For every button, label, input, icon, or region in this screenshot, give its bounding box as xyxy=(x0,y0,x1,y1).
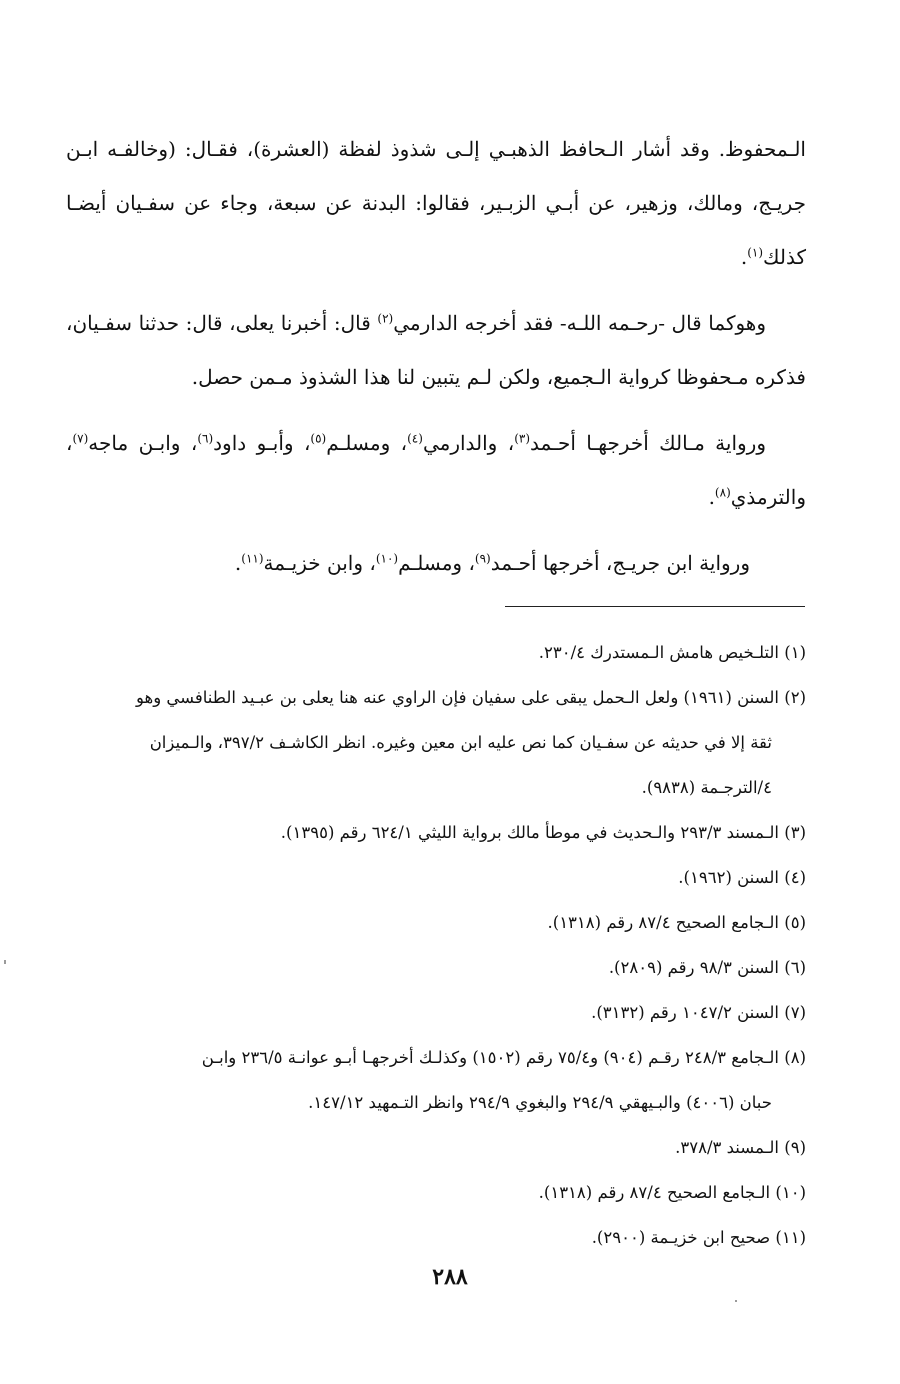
paragraph-1: الـمحفوظ. وقد أشار الـحافظ الذهبـي إلـى شذوذ لفظة (العشرة)، فقـال: (وخالفـه ابـن جريـج، ومالك، وزهير، عن أبـي الزبـير، فقالوا: البدنة عن سبعة، وجاء عن سفـيان أيضـا كذلك$^{(١)}$. xyxy=(66,137,806,269)
scan-speck xyxy=(4,960,6,964)
footnote-ref-2[interactable]: (٢) xyxy=(377,311,394,326)
footnote-2: (٢) السنن (١٩٦١) ولعل الـحمل يبقى على سفيان فإن الراوي عنه هنا يعلى بن عبـيد الطنافسي وهو ثقة إلا في حديثه عن سفـيان كما نص عليه ابن معين وغيره. انظر الكاشـف ٣٩٧/٢، والـميزان ٤/التر‌جـمة (٩٨٣٨). xyxy=(135,688,806,797)
paragraph-4: ورواية ابن جريـج، أخرجها أحـمد$^{(٩)}$، ومسلـم$^{(١٠)}$، وابن خزيـمة$^{(١١)}$. xyxy=(234,551,750,575)
footnote-divider xyxy=(505,606,805,607)
footnote-8: (٨) الـجامع ٢٤٨/٣ رقـم (٩٠٤) و٧٥/٤ رقم (١٥٠٢) وكذلـك أخرجهـا أبـو عوانـة ٢٣٦/٥ وابـن حبان (٤٠٠٦) والبـيهقي ٢٩٤/٩ والبغوي ٢٩٤/٩ وانظر التـمهيد ١٤٧/١٢. xyxy=(201,1048,806,1112)
footnote-ref-6[interactable]: (٦) xyxy=(197,431,214,446)
footnote-ref-9[interactable]: (٩) xyxy=(474,551,491,566)
footnote-ref-3[interactable]: (٣) xyxy=(514,431,531,446)
footnote-ref-10[interactable]: (١٠) xyxy=(375,551,399,566)
footnote-11: (١١) صحيح ابن خزيـمة (٢٩٠٠). xyxy=(591,1228,806,1247)
scan-speck xyxy=(735,1300,737,1302)
footnote-9: (٩) الـمسند ٣٧٨/٣. xyxy=(675,1138,806,1157)
page-number: ٢٨٨ xyxy=(432,1264,468,1290)
footnote-ref-11[interactable]: (١١) xyxy=(241,551,264,566)
footnote-1: (١) التلـخيص هامش الـمستدرك ٢٣٠/٤. xyxy=(538,643,806,662)
footnote-10: (١٠) الـجامع الصحيح ٨٧/٤ رقم (١٣١٨). xyxy=(538,1183,806,1202)
footnote-6: (٦) السنن ٩٨/٣ رقم (٢٨٠٩). xyxy=(608,958,806,977)
footnote-ref-4[interactable]: (٤) xyxy=(407,431,423,446)
paragraph-3: ورواية مـالك أخرجهـا أحـمد$^{(٣)}$، والدارمي$^{(٤)}$، ومسلـم$^{(٥)}$، وأبـو داود$^{(٦)}$، وابـن ماجه$^{(٧)}$، والترمذي$^{(٨)}$. xyxy=(66,431,806,509)
footnote-ref-5[interactable]: (٥) xyxy=(310,431,327,446)
footnote-3: (٣) الـمسند ٢٩٣/٣ والـحديث في موطأ مالك برواية الليثي ٦٢٤/١ رقم (١٣٩٥). xyxy=(280,823,806,842)
main-text xyxy=(66,122,806,602)
footnote-ref-1[interactable]: (١) xyxy=(747,245,764,260)
paragraph-2: وهوكما قال -رحـمه اللـه- فقد أخرجه الدارمي$^{(٢)}$ قال: أخبرنا يعلى، قال: حدثنا سفـيان، فذكره مـحفوظا كرواية الـجميع، ولكن لـم يتبين لنا هذا الشذوذ مـمن حصل. xyxy=(66,311,806,389)
footnote-ref-8[interactable]: (٨) xyxy=(714,485,731,500)
footnote-4: (٤) السنن (١٩٦٢). xyxy=(678,868,806,887)
footnote-7: (٧) السنن ١٠٤٧/٢ رقم (٣١٣٢). xyxy=(591,1003,806,1022)
footnote-5: (٥) الـجامع الصحيح ٨٧/٤ رقم (١٣١٨). xyxy=(547,913,806,932)
footnote-ref-7[interactable]: (٧) xyxy=(72,431,89,446)
footnotes-section xyxy=(66,630,806,1260)
